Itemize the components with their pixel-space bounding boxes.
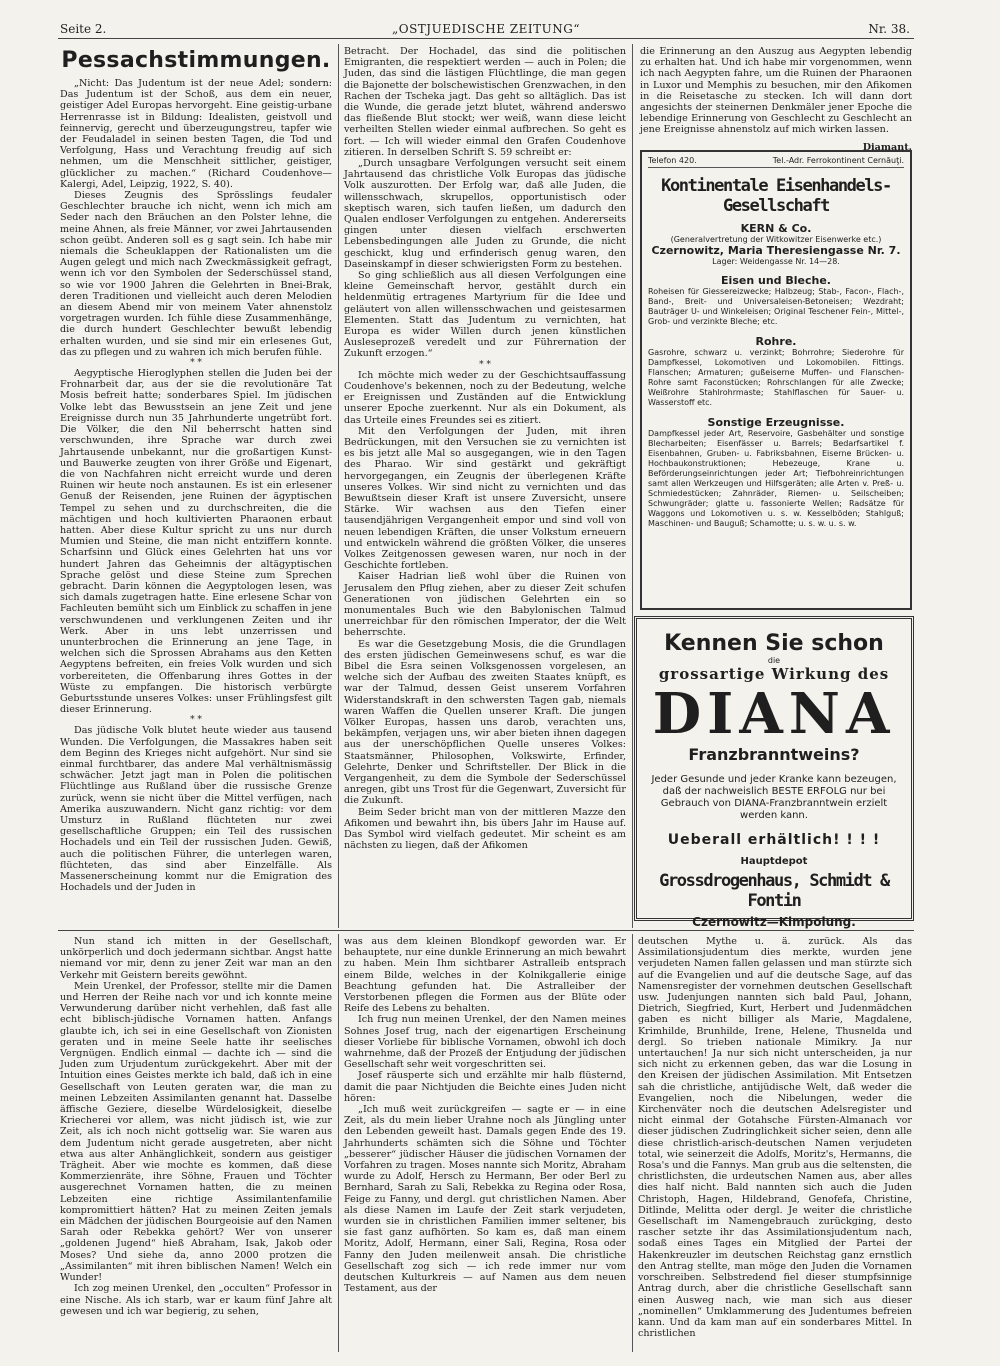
depot-cities: Czernowitz—Kimpolung. [692, 915, 856, 929]
storage-address: Lager: Weidengasse Nr. 14—28. [712, 257, 840, 266]
paragraph: Ich möchte mich weder zu der Geschichtsauffassung Coudenhove's bekennen, noch zu der Bedeutung, welche er Ereignissen und Zuständen auf die Entwicklung unserer Epoche zuerkennt. Nur als ein Dokument, als das Urteile eines Freundes sei es zitiert. [344, 369, 626, 426]
paragraph: „Nicht: Das Judentum ist der neue Adel; sondern: Das Judentum ist der Schoß, aus dem ein neuer, geistiger Adel Europas hervorgeht. Eine geistig-urbane Herrenrasse ist in Bildung: Idealisten, geistvoll und feinnervig, gerecht und überzeugungstreu, tapfer wie der Feudaladel in seinen besten Tagen, die Tod und Verfolgung, Hass und Verachtung freudig auf sich nehmen, um die Menschheit sittlicher, geistiger, glücklicher zu machen.“ (Richard Coudenhove—Kalergi, Adel, Leipzig, 1922, S. 40). [60, 78, 332, 190]
article-title: Pessachstimmungen. [61, 48, 331, 73]
telephone: Telefon 420. [648, 156, 697, 165]
paragraph: deutschen Mythe u. ä. zurück. Als das Assimilationsjudentum dies merkte, wurden jene verjudeten Namen fallen gelassen und man stürzte sich auf die Evangelien und auf die deutsche Sage, auf das Namensregister der vornehmen deutschen Gesellschaft usw. Judenjungen nannten sich bald Paul, Johann, Dietrich, Siegfried, Kurt, Herbert und Judenmädchen gaben es nicht billiger als Marie, Magdalene, Krimhilde, Brunhilde, Irene, Helene, Thusnelda und dergl. So trieben nationale Mimikry. Ja nur untertauchen! Ja nur sich nicht unterscheiden, ja nur sich nicht zu erkennen geben, das war die Losung in den Kreisen der jüdischen Assimilation. Mit Entsetzen sah die christliche, antijüdische Welt, daß weder die Evangelien, noch die Nibelungen, weder die Kirchenväter noch die deutschen Adelsregister und nicht einmal der Gotahsche Fürsten-Almanach vor dieser jüdischen Zudringlichkeit sicher seien, denn alle diese christlich-arisch-deutschen Namen verjudeten total, wie seinerzeit die Adolfs, Moritz's, Hermanns, die Rosa's und die Fannys. Man grub aus die seltensten, die christlichsten, die urdeutschen Namen aus, aber alles dies half nicht. Bald nannten sich auch die Juden Christoph, Hagen, Hildebrand, Genofefa, Christine, Ditlinde, Melitta oder dergl. Je weiter die christliche Gesellschaft im Namengebrauch zurückging, desto rascher setzte ihr das Assimilationsjudentum nach, sodaß eines Tages ein Mitglied der Partei der Hakenkreuzler im deutschen Reichstag ganz ernstlich den Antrag stellte, man möge den Juden die Vornamen vorschreiben. Selbstredend fiel dieser stumpfsinnige Antrag durch, aber die christliche Gesellschaft sann einen Ausweg nach, wie man sich aus dieser „nominellen“ Umklammerung des Judentumes befreien kann. Und da kam man auf ein sonderbares Mittel. In christlichen [638, 936, 912, 1340]
article2-column-1 [60, 936, 332, 1350]
ad-contact-line [648, 156, 904, 168]
ad-body-text: Jeder Gesunde und jeder Kranke kann bezeugen, daß der nachweislich BESTE ERFOLG nur bei Gebrauch von DIANA-Franzbranntwein erzielt werden kann. [651, 774, 897, 821]
paragraph: Beim Seder bricht man von der mittleren Mazze den Afikomen und bewahrt ihn, bis übers Jahr im Hause auf. Das Symbol wird vielfach gedeutet. Mir scheint es am nächsten zu liegen, daß der Afikomen [344, 806, 626, 852]
company-owner: KERN & Co. [740, 222, 812, 235]
company-address: Czernowitz, Maria Theresiengasse Nr. 7. [651, 244, 901, 257]
issue-number: Nr. 38. [868, 22, 910, 36]
paragraph: Nun stand ich mitten in der Gesellschaft, unkörperlich und doch jedermann sichtbar. Angst hatte niemand vor mir, denn zu jener Zeit war man an den Verkehr mit Geistern bereits gewöhnt. [60, 936, 332, 981]
paragraph: Mein Urenkel, der Professor, stellte mir die Damen und Herren der Reihe nach vor und ich konnte meine Verwunderung darüber nicht verhehlen, daß fast alle echt biblisch-jüdische Vornamen hatten. Anfangs glaubte ich, ich sei in eine Gesellschaft von Zionisten geraten und in meine Seele hatte ihr seelisches Vergnügen. Endlich einmal — dachte ich — sind die Juden zum Urjudentum zurückgekehrt. Aber mit der Intuition eines Geistes merkte ich bald, daß ich in eine Gesellschaft von Leuten geraten war, die man zu meinen Lebzeiten Assimilanten genannt hat. Dasselbe äffische Gezierе, dieselbe Würdelosigkeit, dieselbe Kriecherei vor allem, was nicht jüdisch ist, wie zur Zeit, als ich noch nicht gottselig war. Sie waren aus dem Judentum nicht gerade ausgetreten, aber nicht etwa aus alter Anhänglichkeit, sondern aus geistiger Trägheit. Aber wie mochte es kommen, daß diese Kommerzienräte, ihre Söhne, Frauen und Töchter ausgerechnet Vornamen hatten, die zu meinen Lebzeiten eine richtige Assimilantenfamilie kompromittiert hätten? Hat zu meinen Zeiten jemals ein Mädchen der jüdischen Bourgeoisie auf den Namen Sarah oder Rebekka gehört? Wer von unserer „goldenen Jugend“ hieß Abraham, Isak, Jakob oder Moses? Und siehe da, anno 2000 protzen die „Assimilanten“ mit ihren biblischen Namen! Welch ein Wunder! [60, 980, 332, 1284]
iron-company-advertisement [640, 150, 912, 610]
depot-label: Hauptdepot [740, 856, 808, 867]
article2-column-3 [638, 936, 912, 1350]
quote-paragraph: So ging schließlich aus all diesen Verfolgungen eine kleine Gemeinschaft hervor, gestählt durch ein heldenmütig ertragenes Martyrium für die Idee und geläutert von allen willensschwachen und geistesarmen Elementen. Statt das Judentum zu vernichten, hat Europa es wider Willen durch jenen künstlichen Ausleseprozeß veredelt und zur Führernation der Zukunft erzogen.“ [344, 270, 626, 360]
paragraph: Ich zog meinen Urenkel, den „occulten“ Professor in eine Nische. Als ich starb, war er kaum fünf Jahre alt gewesen und ich war begierig, zu sehen, [60, 1283, 332, 1317]
column-rule [632, 44, 633, 928]
paragraph: Kaiser Hadrian ließ wohl über die Ruinen von Jerusalem den Pflug ziehen, aber zu dieser Zeit schufen Generationen von jüdischen Gelehrten ein so monumentales Buch wie den Babylonischen Talmud unerreichbar für den römischen Imperator, der die Welt beherrschte. [344, 571, 626, 639]
quote-paragraph: „Durch unsagbare Verfolgungen versucht seit einem Jahrtausend das christliche Volk Europas das jüdische Volk auszurotten. Der Erfolg war, daß alle Juden, die willensschwach, skrupellos, opportunistisch oder skeptisch waren, sich taufen ließen, um dadurch den Qualen endloser Verfolgungen zu entgehen. Andererseits gingen unter diesen vielfach erschwerten Lebensbedingungen alle Juden zu Grunde, die nicht geschickt, klug und erfinderisch genug waren, den Daseinskampf in dieser schwierigsten Form zu bestehen. [344, 158, 626, 270]
author-signature: Diamant. [862, 141, 912, 153]
article2-column-2 [344, 936, 626, 1350]
column-rule [632, 934, 633, 1352]
section-heading: Eisen und Bleche. [721, 274, 831, 287]
feuilleton-divider [58, 930, 914, 931]
paragraph: „Ich muß weit zurückgreifen — sagte er — in eine Zeit, als du mein lieber Urahne noch als Jüngling unter den Lebenden geweilt hast. Damals gegen Ende des 19. Jahrhunderts schämten sich die Söhne und Töchter „besserer“ jüdischer Häuser die jüdischen Vornamen der Vorfahren zu tragen. Moses nannte sich Moritz, Abraham wurde zu Adolf, Hersch zu Hermann, Ber oder Berl zu Bernhard, Sarah zu Sali, Rebekka zu Regina oder Rosa, Feige zu Fanny, und dergl. gut christlichen Namen. Aber als diese Namen im Laufe der Zeit stark verjudeten, wurden sie in christlichen Familien immer seltener, bis sie fast ganz aufhörten. So kam es, daß man einem Moritz, Adolf, Hermann, einer Sali, Regina, Rosa oder Fanny den Juden meilenweit ansah. Die christliche Gesellschaft zog sich — ich rede immer nur vom deutschen Kulturkreis — auf Namen aus dem neuen Testament, aus der [344, 1104, 626, 1295]
telegram-address: Tel.-Adr. Ferrokontinent Cernăuţi. [772, 156, 904, 165]
section-heading: Rohre. [755, 335, 797, 348]
paragraph: Das jüdische Volk blutet heute wieder aus tausend Wunden. Die Verfolgungen, die Massakres haben seit dem Beginn des Krieges nicht aufgehört. Nur sind sie einmal furchtbarer, das andere Mal verhältnismässig schwächer. Jetzt jagt man in Polen die politischen Flüchtlinge aus Rußland über die russische Grenze zurück, wenn sie nicht über die Mittel verfügen, nach Amerika auszuwandern. Nicht ganz richtig: vor dem Umsturz in Rußland flüchteten nur zwei gesellschaftliche Gruppen; ein Teil des russischen Hochadels und ein Teil der russischen Juden. Gewiß, auch die politischen Führer, die unterlegen waren, flüchteten, das sind aber Einzelfälle. Als Massenerscheinung kommt nur die Emigration des Hochadels und der Juden in [60, 725, 332, 894]
section-text: Dampfkessel jeder Art, Reservoire, Gasbehälter und sonstige Blecharbeiten; Eisenfässer u. Barrels; Bedarfsartikel f. Eisenbahnen, Gruben- u. Fabriksbahnen, Eiserne Brücken- u. Hochbaukonstruktionen; Hebezeuge, Krane u. Beförderungseinrichtungen jeder Art; Tiefbohreinrichtungen samt allen Werkzeugen und Hilfsgeräten; alle Arten v. Preß- u. Schmiedestücken; Zahnräder, Riemen- u. Seilscheiben; Schwungräder; glatte u. fassonierte Wellen; Radsätze für Waggons und Lokomotiven u. s. w. Kesselböden; Stahlguß; Maschinen- und Bauguß; Schamotte; u. s. w. u. s. w. [648, 429, 904, 528]
depot-firm: Grossdrogenhaus, Schmidt & Fontin [659, 871, 889, 911]
paragraph: Betracht. Der Hochadel, das sind die politischen Emigranten, die respektiert werden — auch in Polen; die Juden, das sind die lästigen Flüchtlinge, die man gegen die Bajonette der bolschewistischen Grenzwachen, in den Rachen der Tscheka jagt. Das geht so alltäglich. Das ist die Wunde, die gerade jetzt blutet, während anderswo das fließende Blut stockt; wer weiß, wann diese leicht verheilten Stellen wieder einmal aufbrechen. So geht es fort. — Ich will wieder einmal den Grafen Coudenhove zitieren. In derselben Schrift S. 59 schreibt er: [344, 46, 626, 158]
column-rule [338, 44, 339, 928]
article1-column-3 [640, 46, 912, 153]
section-break: * * [190, 358, 202, 369]
column-rule [338, 934, 339, 1352]
agency-note: (Generalvertretung der Witkowitzer Eisenwerke etc.) [670, 235, 882, 244]
section-text: Gasrohre, schwarz u. verzinkt; Bohrrohre; Siederohre für Dampfkessel, Lokomotiven und Lokomobilen. Fittings. Flanschen; Armaturen; gußeiserne Muffen- und Flanschen-Rohre samt Faconstücken; Rohrschlangen für alle Zwecke; Weißrohre Stahlrohrmaste; Stahlflaschen für Sauer- u. Wasserstoff etc. [648, 348, 904, 407]
paragraph: Es war die Gesetzgebung Mosis, die die Grundlagen des ersten jüdischen Gemeinwesens schuf, es war die Bibel die Esra seinen Volksgenossen vorgelesen, an welche sich der Aufbau des zweiten Staates knüpft, es war der Talmud, dessen Geist unserem Vorfahren Widerstandskraft in den schwersten Tagen gab, niemals waren Waffen die Quellen unserer Kraft. Die jungen Völker Europas, hassen uns darob, verachten uns, bekämpfen, verjagen uns, wir aber bieten ihnen dagegen aus der unerschöpflichen Quelle unseres Volkes: Staatsmänner, Philosophen, Volkswirte, Erfinder, Gelehrte, Denker und Schriftsteller. Der Blick in die Vergangenheit, zu dem die Symbole der Sederschüssel anregen, gibt uns Trost für die Gegenwart, Zuversicht für die Zukunft. [344, 638, 626, 807]
company-name: Kontinentale Eisenhandels-Gesellschaft [661, 176, 891, 216]
availability-note: Ueberall erhältlich! ! ! ! [667, 832, 881, 848]
paragraph: Aegyptische Hieroglyphen stellen die Juden bei der Frohnarbeit dar, aus der sie die revolutionäre Tat Mosis befreit hatte; sonderbares Spiel. Im jüdischen Volke lebt das Bewusstsein an jene Zeit und jene Ereignisse durch nun 35 Jahrhunderte ungetrübt fort. Die Völker, die den Nil beherrscht hatten sind verschwunden, ihre Sprache war durch zwei Jahrtausende unbekannt, nur die großartigen Kunst- und Bauwerke zeugten von ihrer Größe und Eigenart, die von Nachfahren nicht erreicht wurde und deren Ruinen wir heute noch anstaunen. Es ist ein erlesener Genuß der Reisenden, jene Ruinen der ägyptischen Tempel zu sehen und zu durchschreiten, die die mächtigen und hoch kultivierten Pharaonen erbaut hatten. Aber diese Kultur spricht zu uns nur durch Mumien und Steine, die man nicht entziffern konnte. Scharfsinn und Glück eines Gelehrten hat uns vor hundert Jahren das Geheimnis der altägyptischen Sprache gelöst und diese Steine zum Sprechen gebracht. Darin können die Aegyptologen lesen, was sich damals zugetragen hatte. Eine erlesene Schar von Fachleuten bemüht sich um Einblick zu schaffen in jene verschwundenen und verklungenen Zeiten und ihr Werk. Aber in uns lebt unzerrissen und ununterbrochen die Erinnerung an jene Tage, in welchen sich die Sprossen Abrahams aus den Ketten Aegyptens befreiten, ein freies Volk wurden und sich vorbereiteten, die Offenbarung ihres Gottes in der Wüste zu empfangen. Die historisch verbürgte Geburtsstunde unseres Volkes: unser Frühlingsfest gilt dieser Erinnerung. [60, 368, 332, 716]
article1-column-1 [60, 46, 332, 926]
ad-subheadline: grossartige Wirkung des [658, 665, 890, 683]
newspaper-name: „OSTJUEDISCHE ZEITUNG“ [392, 22, 580, 36]
paragraph: Ich frug nun meinen Urenkel, der den Namen meines Sohnes Josef trug, nach der eigenartigen Erscheinung dieser Vorliebe für biblische Vornamen, obwohl ich doch wahrnehme, daß der Prozeß der Entjudung der jüdischen Gesellschaft sehr weit vorgeschritten sei. [344, 1014, 626, 1071]
section-heading: Sonstige Erzeugnisse. [707, 416, 845, 429]
ad-headline: Kennen Sie schon [664, 631, 884, 656]
brand-name: DIANA [652, 681, 896, 747]
ad-connector: die [767, 656, 781, 665]
section-break: * * [190, 715, 202, 726]
paragraph: Dieses Zeugnis des Sprösslings feudaler Geschlechter brauche ich nicht, wenn ich mich am Seder nach den Bräuchen an den Polster lehne, die meine Ahnen, als freie Männer, vor zwei Jahrtausenden schon geübt. Anderen soll es g sagt sein. Ich habe mir niemals die Scheuklappen der Rationalisten um die Augen gelegt und mich nach Zweckmässigkeit gefragt, wenn ich vor den Symbolen der Sederschüssel stand, so wie vor 1900 Jahren die Gelehrten in Bnei-Brak, deren Traditionen und vielleicht auch deren Melodien an diesem Abend mir von meinem Vater ahnenstolz vorgetragen wurden. Ich fühle diese Zusammenhänge, die durch hundert Geschlechter bewußt lebendig erhalten wurden, und sie sind mir ein erlesenes Gut, das zu pflegen und zu wahren ich mich berufen fühle. [60, 190, 332, 358]
product-name: Franzbranntweins? [688, 745, 860, 764]
newspaper-page [58, 18, 914, 1353]
page-number: Seite 2. [60, 22, 107, 36]
paragraph: Mit den Verfolgungen der Juden, mit ihren Bedrückungen, mit den Versuchen sie zu vernichten ist es bis jetzt alle Mal so ausgegangen, wie in den Tagen des Pharao. Wir sind gestärkt und gekräftigt hervorgegangen, ein Zeugnis der überlegenen Kräfte unseres Volkes. Wir sind nicht zu vernichten und das Bewußtsein dieser Kraft ist unsere Zuversicht, unsere Stärke. Wir wachsen aus den Tiefen einer tausendjährigen Vergangenheit empor und sind voll von neuen lebendigen Kräften, die unser Volkstum erneuern und entwickeln während die größten Völker, die unseres Volkes Zeitgenossen gewesen waren, nur noch in der Geschichte fortleben. [344, 425, 626, 572]
section-text: Roheisen für Giessereizwecke; Halbzeug; Stab-, Facon-, Flach-, Band-, Breit- und Universaleisen-Betoneisen; Wezdraht; Bauträger U- und Winkeleisen; Original Teschener Fein-, Mittel-, Grob- und verzinkte Bleche; etc. [648, 287, 904, 326]
article1-column-2 [344, 46, 626, 926]
paragraph: die Erinnerung an den Auszug aus Aegypten lebendig zu erhalten hat. Und ich habe mir vorgenommen, wenn ich nach Aegypten fahre, um die Ruinen der Pharaonen in Luxor und Memphis zu besuchen, mir den Afikomen in die Reisetasche zu stecken. Ich will dann dort angesichts der steinernen Denkmäler jener Epoche die lebendige Erinnerung von Geschlecht zu Geschlecht an jene Ereignisse ahnenstolz auf mich wirken lassen. [640, 46, 912, 136]
paragraph: Josef räusperte sich und erzählte mir halb flüsternd, damit die paar Nichtjuden die Beichte eines Juden nicht hören: [344, 1070, 626, 1104]
diana-advertisement [634, 616, 914, 929]
section-break: * * [479, 359, 491, 370]
paragraph: was aus dem kleinen Blondkopf geworden war. Er behauptete, nur eine dunkle Erinnerung an mich bewahrt zu haben. Mein Ihm sichtbarer Astralleib entsprach einem Bilde, welches in der Kolnikgallerie einige Beachtung gefunden hat. Die Astralleiber der Verstorbenen pflegen die Formen aus der Blüte oder Reife des Lebens zu behalten. [344, 936, 626, 1015]
page-header [58, 18, 914, 39]
